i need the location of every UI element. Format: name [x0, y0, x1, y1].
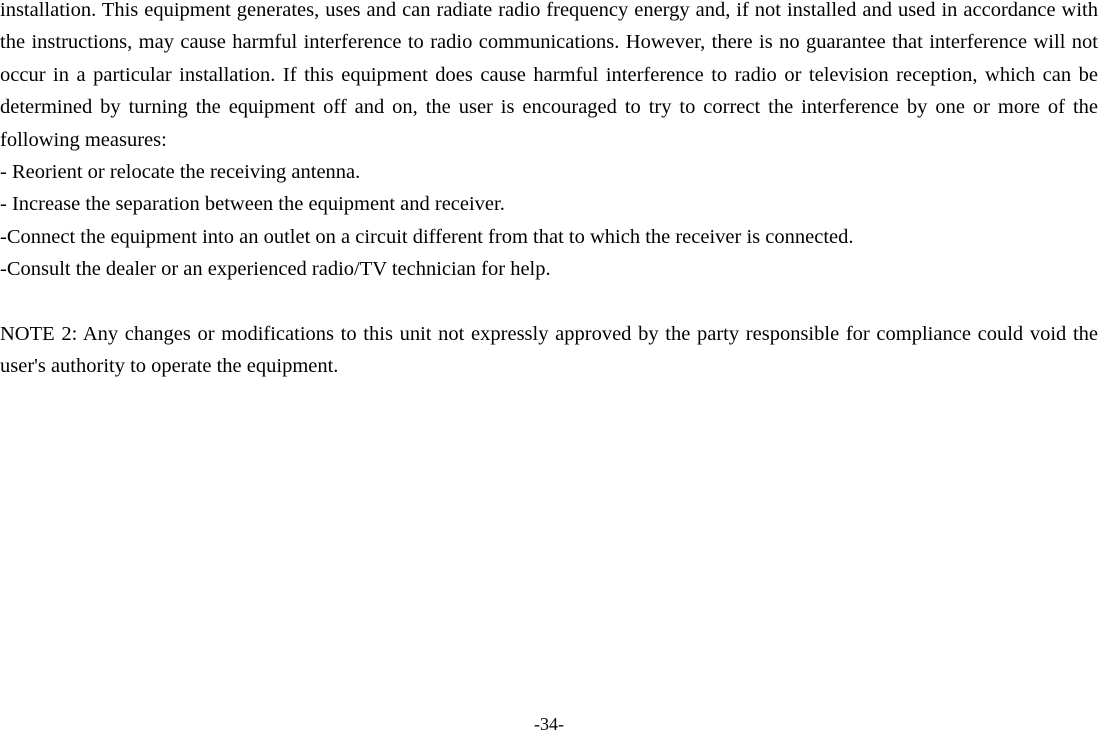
measure-item-separation: - Increase the separation between the equipment and receiver.	[0, 193, 505, 216]
note-paragraph: NOTE 2: Any changes or modifications to this unit not expressly approved by the party responsible for compliance could void the user's authority to operate the equipment.	[0, 323, 1098, 378]
page-number: -34-	[534, 714, 564, 734]
intro-paragraph: installation. This equipment generates, uses and can radiate radio frequency energy and, if not installed and used in accordance with the instructions, may cause harmful interference to radio communications. However, there is no guarantee that interference will not occur in a particular installation. If this equipment does cause harmful interference to radio or television reception, which can be determined by turning the equipment off and on, the user is encouraged to try to correct the interference by one or more of the following measures:	[0, 0, 1098, 151]
measure-item-consult: -Consult the dealer or an experienced radio/TV technician for help.	[0, 258, 551, 281]
measure-item-reorient: - Reorient or relocate the receiving antenna.	[0, 161, 361, 184]
measure-item-outlet: -Connect the equipment into an outlet on a circuit different from that to which the receiver is connected.	[0, 225, 854, 248]
paragraph-spacer	[0, 286, 1098, 318]
